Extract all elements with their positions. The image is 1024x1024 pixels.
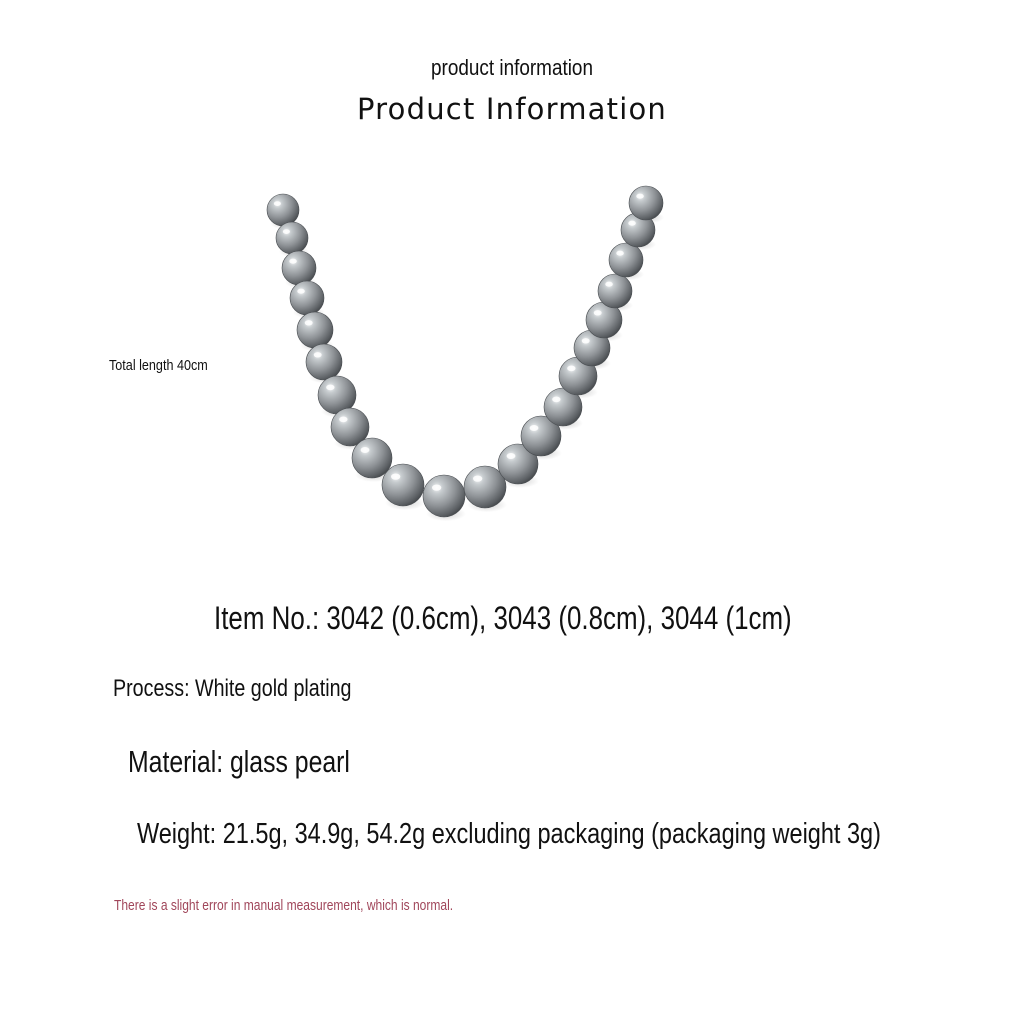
bead-highlight	[305, 320, 313, 325]
bead-highlight	[339, 417, 347, 423]
bead-highlight	[314, 352, 322, 357]
bead-highlight	[326, 385, 334, 391]
bead-highlight	[594, 310, 602, 315]
bead-highlight	[432, 484, 441, 490]
pearl-bead	[352, 438, 392, 478]
bead-highlight	[289, 259, 296, 264]
bead-highlight	[473, 475, 482, 481]
pearl-bead	[609, 243, 643, 277]
pearl-bead	[598, 274, 632, 308]
subtitle: product information	[431, 55, 593, 80]
bead-highlight	[283, 229, 290, 234]
bead-highlight	[361, 447, 370, 453]
bead-highlight	[616, 251, 623, 256]
bead-highlight	[582, 338, 590, 343]
pearl-bead	[382, 464, 424, 506]
bead-highlight	[391, 473, 400, 479]
pearl-bead	[276, 222, 308, 254]
pearl-bead	[423, 475, 465, 517]
bead-highlight	[628, 221, 635, 226]
pearl-bead	[267, 194, 299, 226]
bead-highlight	[507, 453, 516, 459]
process-text: Process: White gold plating	[113, 675, 352, 702]
pearl-bead	[629, 186, 663, 220]
weight-text: Weight: 21.5g, 34.9g, 54.2g excluding packaging (packaging weight 3g)	[137, 818, 881, 850]
bead-highlight	[297, 289, 304, 294]
material-text: Material: glass pearl	[128, 744, 350, 779]
bead-highlight	[274, 201, 281, 206]
bead-highlight	[636, 194, 643, 199]
pearl-bead	[290, 281, 324, 315]
bead-highlight	[567, 366, 575, 372]
pearl-bead	[282, 251, 316, 285]
bead-highlight	[605, 282, 612, 287]
pearl-bead	[306, 344, 342, 380]
total-length-label: Total length 40cm	[109, 357, 208, 374]
item-number-text: Item No.: 3042 (0.6cm), 3043 (0.8cm), 3044 (1cm)	[214, 600, 792, 636]
page-title: Product Information	[357, 92, 667, 126]
measurement-note: There is a slight error in manual measurement, which is normal.	[114, 898, 454, 914]
bead-highlight	[530, 425, 539, 431]
bead-highlight	[552, 397, 560, 403]
pearl-bead	[297, 312, 333, 348]
